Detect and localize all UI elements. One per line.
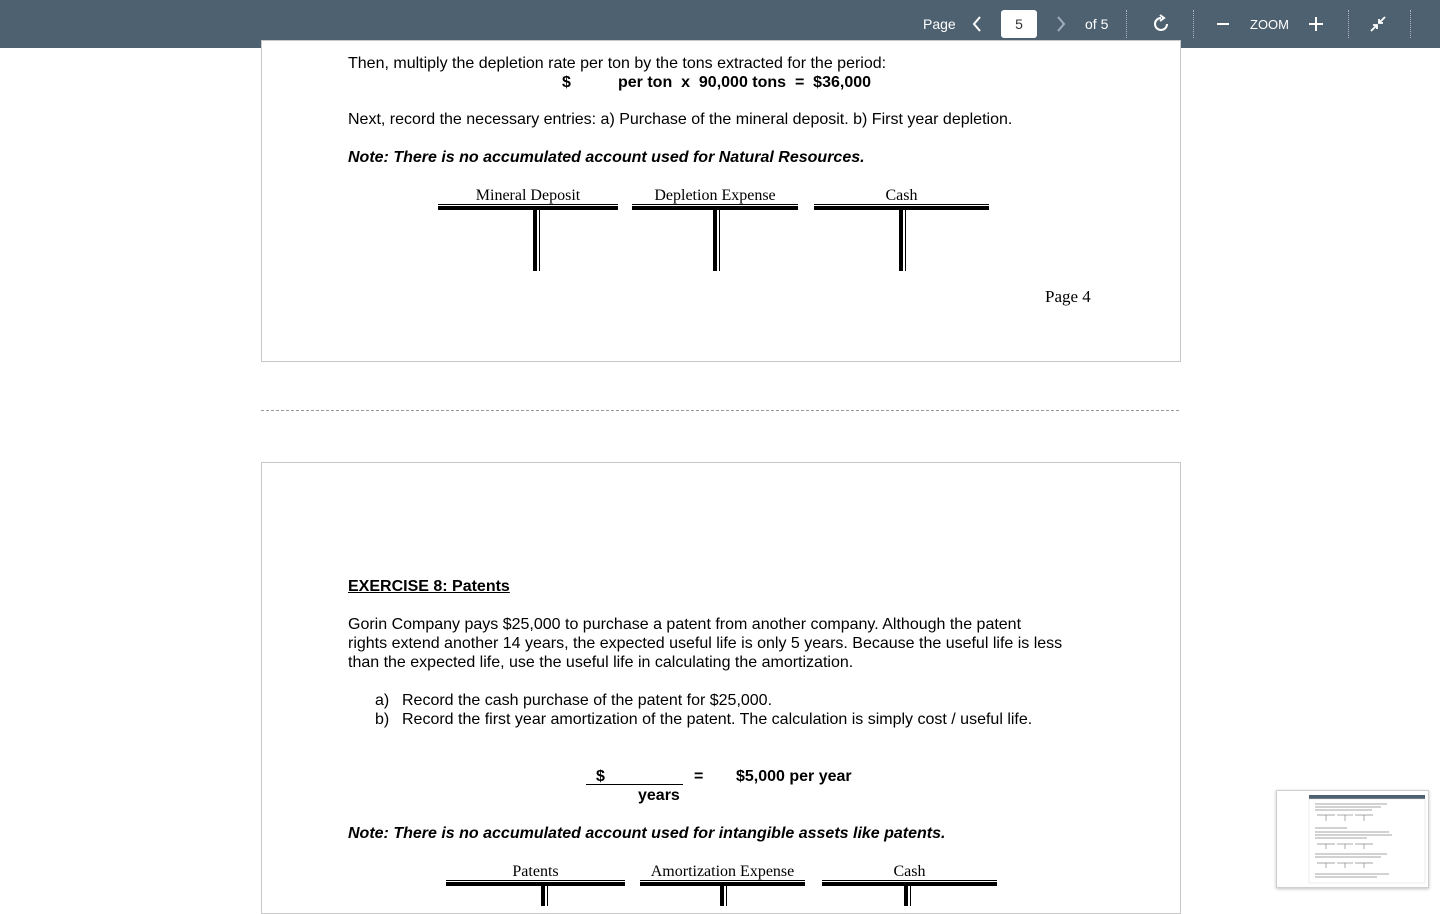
exercise-paragraph-line: Gorin Company pays $25,000 to purchase a patent from another company. Although the patent (348, 616, 1022, 633)
page-divider (261, 410, 1179, 411)
page-thumbnail-navigator[interactable] (1276, 790, 1429, 888)
calc-equals: = (694, 768, 704, 785)
entries-instruction: Next, record the necessary entries: a) Purchase of the mineral deposit. b) First year depletion. (348, 111, 1013, 128)
toolbar-divider (1410, 10, 1411, 38)
t-account-title: Amortization Expense (650, 863, 795, 880)
t-account-title: Mineral Deposit (475, 187, 581, 204)
t-account-patents (446, 863, 625, 903)
thumbnail-preview (1277, 791, 1428, 887)
natural-resources-note: Note: There is no accumulated account used for Natural Resources. (348, 149, 865, 166)
t-account-title: Depletion Expense (654, 187, 776, 204)
page-label: Page (923, 16, 956, 32)
t-account-title: Cash (893, 863, 926, 880)
depletion-formula: per ton x 90,000 tons = $36,000 (618, 74, 872, 91)
intangible-assets-note: Note: There is no accumulated account used for intangible assets like patents. (348, 825, 946, 842)
t-account-cash (814, 187, 989, 271)
list-marker: b) (375, 711, 390, 728)
t-account-title: Cash (885, 187, 918, 204)
calc-result: $5,000 per year (736, 768, 852, 785)
list-item: Record the first year amortization of the patent. The calculation is simply cost / useful life. (402, 711, 1033, 728)
collapse-icon[interactable] (1368, 0, 1388, 48)
zoom-out-icon[interactable] (1214, 0, 1232, 48)
pdf-page-5 (261, 462, 1181, 914)
exercise-paragraph-line: than the expected life, use the useful life in calculating the amortization. (348, 654, 854, 671)
zoom-in-icon[interactable] (1306, 0, 1326, 48)
zoom-label: ZOOM (1250, 16, 1289, 32)
page-number: Page 4 (1045, 287, 1091, 306)
depletion-instruction: Then, multiply the depletion rate per ton by the tons extracted for the period: (348, 55, 887, 72)
page-number-input[interactable] (1001, 10, 1037, 38)
t-account-amortization-expense (640, 863, 805, 903)
toolbar-divider (1193, 10, 1194, 38)
toolbar-divider (1348, 10, 1349, 38)
list-marker: a) (375, 692, 390, 709)
t-account-title: Patents (512, 863, 559, 880)
exercise-heading: EXERCISE 8: Patents (348, 578, 510, 595)
page-total-label: of 5 (1085, 16, 1109, 32)
t-account-cash (822, 863, 997, 903)
t-account-mineral-deposit (438, 187, 618, 271)
calc-dollar: $ (596, 768, 605, 785)
exercise-paragraph-line: rights extend another 14 years, the expected useful life is only 5 years. Because the useful life is less (348, 635, 1063, 652)
formula-dollar: $ (562, 74, 571, 91)
list-item: Record the cash purchase of the patent for $25,000. (402, 692, 773, 709)
calc-denominator: years (638, 787, 680, 804)
toolbar-divider (1126, 10, 1127, 38)
t-account-depletion-expense (632, 187, 798, 271)
fraction-line (586, 784, 683, 785)
